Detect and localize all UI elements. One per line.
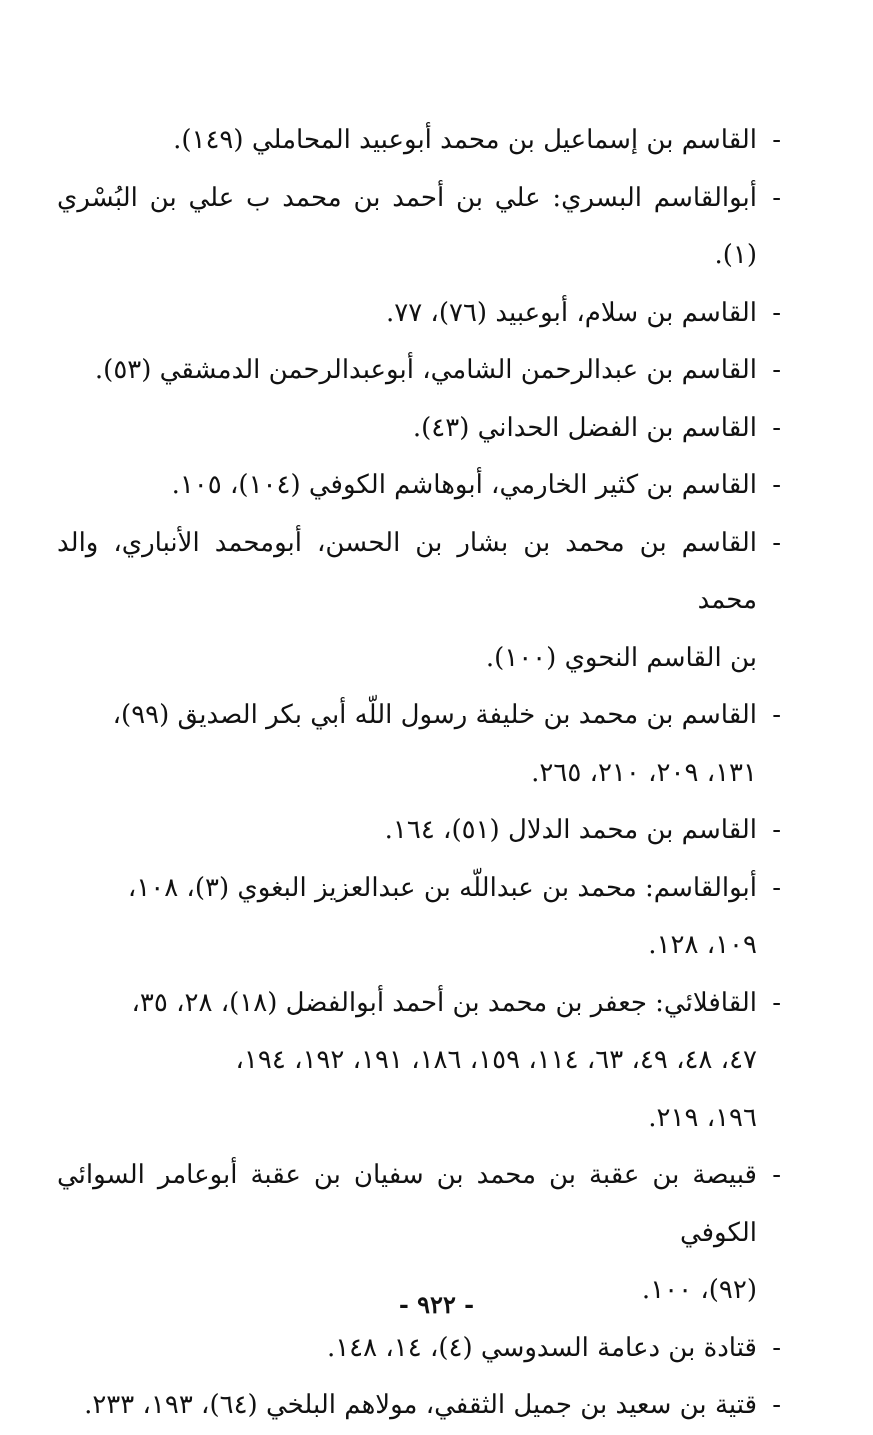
entry-line: القاسم بن محمد الدلال (٥١)، ١٦٤.	[384, 815, 757, 845]
entry-line: القاسم بن عبدالرحمن الشامي، أبوعبدالرحمن الدمشقي (٥٣).	[94, 355, 757, 385]
index-entry	[57, 457, 781, 515]
index-entry	[57, 112, 781, 170]
entry-line: قتادة بن دعامة السدوسي (٤)، ١٤، ١٤٨.	[326, 1332, 757, 1363]
entry-dash: -	[772, 355, 781, 385]
entry-line: أبوالقاسم البسري: علي بن أحمد بن محمد ب علي بن البُسْري (١).	[57, 182, 757, 270]
entry-dash: -	[772, 470, 781, 500]
entry-dash: -	[772, 182, 781, 213]
index-entry	[57, 400, 781, 458]
entry-line: القاسم بن محمد بن بشار بن الحسن، أبومحمد الأنباري، والد محمد	[57, 527, 757, 615]
entry-dash: -	[772, 1160, 781, 1190]
index-entry	[57, 687, 781, 802]
index-entry	[57, 170, 781, 285]
entry-dash: -	[772, 125, 781, 155]
index-entry	[57, 515, 781, 688]
index-entry	[57, 1377, 781, 1435]
entry-dash: -	[772, 872, 781, 903]
entry-dash: -	[772, 412, 781, 443]
entry-line: أبوالقاسم: محمد بن عبداللّه بن عبدالعزيز البغوي (٣)، ١٠٨،	[127, 872, 757, 903]
entry-dash: -	[772, 1332, 781, 1363]
entry-dash: -	[772, 987, 781, 1018]
entry-line: (٩٢)، ١٠٠.	[641, 1275, 757, 1305]
entry-line: قبيصة بن عقبة بن محمد بن سفيان بن عقبة أبوعامر السوائي الكوفي	[57, 1160, 757, 1248]
entry-dash: -	[772, 815, 781, 845]
index-entries	[57, 112, 781, 1435]
entry-dash: -	[772, 700, 781, 730]
entry-line: ١٣١، ٢٠٩، ٢١٠، ٢٦٥.	[531, 757, 757, 788]
entry-dash: -	[772, 1390, 781, 1420]
page-number: - ٩٢٢ -	[398, 1290, 475, 1319]
entry-line: ١٠٩، ١٢٨.	[648, 930, 757, 960]
entry-line: ١٩٦، ٢١٩.	[648, 1102, 757, 1133]
entry-line: القاسم بن سلام، أبوعبيد (٧٦)، ٧٧.	[385, 297, 757, 328]
index-entry	[57, 285, 781, 343]
index-entry	[57, 975, 781, 1148]
entry-line: قتية بن سعيد بن جميل الثقفي، مولاهم البلخي (٦٤)، ١٩٣، ٢٣٣.	[84, 1390, 757, 1420]
entry-line: القاسم بن محمد بن خليفة رسول اللّه أبي بكر الصديق (٩٩)،	[112, 700, 757, 730]
entry-line: القافلائي: جعفر بن محمد بن أحمد أبوالفضل (١٨)، ٢٨، ٣٥،	[131, 987, 757, 1018]
index-page	[57, 112, 781, 1435]
entry-line: بن القاسم النحوي (١٠٠).	[485, 642, 757, 673]
entry-line: ٤٧، ٤٨، ٤٩، ٦٣، ١١٤، ١٥٩، ١٨٦، ١٩١، ١٩٢، ١٩٤،	[235, 1045, 757, 1075]
entry-dash: -	[772, 527, 781, 558]
entry-line: القاسم بن الفضل الحداني (٤٣).	[412, 412, 757, 443]
index-entry	[57, 802, 781, 860]
index-entry	[57, 1320, 781, 1378]
index-entry	[57, 342, 781, 400]
index-entry	[57, 860, 781, 975]
entry-line: القاسم بن إسماعيل بن محمد أبوعبيد المحاملي (١٤٩).	[173, 125, 757, 155]
entry-dash: -	[772, 297, 781, 328]
entry-line: القاسم بن كثير الخارمي، أبوهاشم الكوفي (١٠٤)، ١٠٥.	[171, 470, 757, 500]
